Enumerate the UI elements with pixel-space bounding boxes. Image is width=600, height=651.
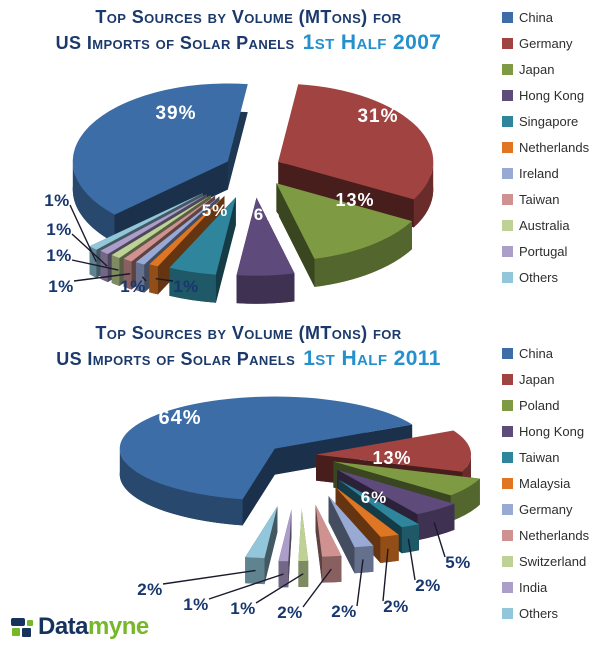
- pie-label-china-chart1: 64%: [158, 407, 202, 429]
- legend-swatch: [502, 374, 513, 385]
- legend-label: Australia: [519, 218, 570, 233]
- legend-swatch: [502, 530, 513, 541]
- legend-item-australia: [502, 219, 589, 232]
- datamyne-logo-text-green: myne: [88, 613, 149, 640]
- legend-swatch: [502, 116, 513, 127]
- label-leader-others-chart1: [163, 571, 256, 585]
- legend-label: Others: [519, 606, 559, 621]
- pie-label-others-chart1: 2%: [137, 580, 163, 599]
- legend-swatch: [502, 38, 513, 49]
- pie-label-hong-kong-chart0: 6%: [253, 205, 281, 224]
- legend-label: Others: [519, 270, 559, 285]
- legend-item-japan: [502, 63, 589, 76]
- pie-label-japan-chart0: 13%: [335, 190, 375, 210]
- legend-swatch: [502, 168, 513, 179]
- legend-label: Portugal: [519, 244, 568, 259]
- pie-label-netherlands-chart0: 1%: [173, 277, 199, 296]
- pie-slice-germany-chart1-rim: [355, 546, 374, 574]
- pie-label-hong-kong-chart1: 5%: [445, 553, 471, 572]
- legend-item-china: [502, 11, 589, 24]
- legend-label: Taiwan: [519, 192, 560, 207]
- legend-swatch: [502, 220, 513, 231]
- legend-label: Japan: [519, 62, 555, 77]
- pie-label-germany-chart1: 2%: [331, 602, 357, 621]
- legend-swatch: [502, 194, 513, 205]
- legend-label: India: [519, 580, 548, 595]
- legend-item-germany: [502, 503, 589, 516]
- pie-slice-malaysia-chart1-rim: [380, 535, 398, 563]
- legend-label: Malaysia: [519, 476, 571, 491]
- legend-label: China: [519, 346, 553, 361]
- legend-2007: [502, 11, 589, 284]
- pie-label-poland-chart1: 6%: [360, 488, 388, 507]
- legend-label: Netherlands: [519, 140, 590, 155]
- chart-title-2011-line2: US Imports of Solar Panels 1st Half 2011: [56, 346, 441, 370]
- pie-label-taiwan-chart1: 2%: [415, 576, 441, 595]
- legend-swatch: [502, 64, 513, 75]
- legend-label: Germany: [519, 36, 573, 51]
- pie-label-china-chart0: 39%: [155, 103, 197, 124]
- legend-swatch: [502, 12, 513, 23]
- legend-label: Japan: [519, 372, 555, 387]
- legend-item-japan: [502, 373, 589, 386]
- chart-title-2011-period: 1st Half 2011: [303, 346, 441, 370]
- legend-swatch: [502, 400, 513, 411]
- chart-title-2007-line1: Top Sources by Volume (MTons) for: [95, 7, 402, 27]
- legend-item-poland: [502, 399, 589, 412]
- legend-label: Taiwan: [519, 450, 560, 465]
- legend-swatch: [502, 504, 513, 515]
- legend-item-china: [502, 347, 589, 360]
- datamyne-logo: [11, 613, 149, 641]
- legend-swatch: [502, 272, 513, 283]
- legend-item-others: [502, 607, 589, 620]
- pie-label-malaysia-chart1: 2%: [383, 597, 409, 616]
- legend-item-ireland: [502, 167, 589, 180]
- legend-item-malaysia: [502, 477, 589, 490]
- legend-swatch: [502, 246, 513, 257]
- chart-title-2011-line1: Top Sources by Volume (MTons) for: [95, 323, 402, 343]
- chart-title-2007-line2: US Imports of Solar Panels 1st Half 2007: [55, 30, 442, 54]
- legend-label: Ireland: [519, 166, 559, 181]
- legend-swatch: [502, 582, 513, 593]
- legend-item-taiwan: [502, 451, 589, 464]
- pie-label-singapore-chart0: 5%: [201, 201, 229, 220]
- pie-label-australia-chart0: 1%: [46, 246, 72, 265]
- legend-item-others: [502, 271, 589, 284]
- legend-label: Poland: [519, 398, 560, 413]
- legend-item-netherlands: [502, 141, 589, 154]
- pie-label-portugal-chart0: 1%: [46, 220, 72, 239]
- legend-item-india: [502, 581, 589, 594]
- legend-label: Germany: [519, 502, 573, 517]
- legend-2011: [502, 347, 589, 620]
- legend-item-hong-kong: [502, 89, 589, 102]
- legend-label: Netherlands: [519, 528, 590, 543]
- pie-label-switzerland-chart1: 1%: [230, 599, 256, 618]
- legend-label: China: [519, 10, 553, 25]
- pie-label-ireland-chart0: 1%: [120, 277, 146, 296]
- legend-item-switzerland: [502, 555, 589, 568]
- legend-item-germany: [502, 37, 589, 50]
- legend-swatch: [502, 452, 513, 463]
- legend-item-portugal: [502, 245, 589, 258]
- legend-swatch: [502, 348, 513, 359]
- pie-label-netherlands-chart1: 2%: [277, 603, 303, 622]
- legend-item-taiwan: [502, 193, 589, 206]
- pie-label-india-chart1: 1%: [183, 595, 209, 614]
- legend-label: Hong Kong: [519, 424, 585, 439]
- datamyne-logo-icon: [11, 617, 35, 638]
- legend-label: Hong Kong: [519, 88, 585, 103]
- datamyne-logo-text-dark: Data: [38, 613, 89, 640]
- chart-title-2007-period: 1st Half 2007: [302, 30, 442, 54]
- pie-slice-switzerland-chart1: [298, 509, 308, 561]
- legend-swatch: [502, 608, 513, 619]
- pie-label-germany-chart0: 31%: [357, 106, 399, 127]
- legend-label: Singapore: [519, 114, 579, 129]
- legend-item-hong-kong: [502, 425, 589, 438]
- legend-swatch: [502, 478, 513, 489]
- pie-label-japan-chart1: 13%: [372, 448, 412, 468]
- pie-label-taiwan-chart0: 1%: [48, 277, 74, 296]
- legend-swatch: [502, 90, 513, 101]
- legend-swatch: [502, 142, 513, 153]
- pie-label-others-chart0: 1%: [44, 191, 70, 210]
- legend-label: Switzerland: [519, 554, 587, 569]
- legend-item-singapore: [502, 115, 589, 128]
- pie-slice-hong-kong-chart0-rim: [237, 273, 295, 303]
- legend-swatch: [502, 556, 513, 567]
- legend-swatch: [502, 426, 513, 437]
- legend-item-netherlands: [502, 529, 589, 542]
